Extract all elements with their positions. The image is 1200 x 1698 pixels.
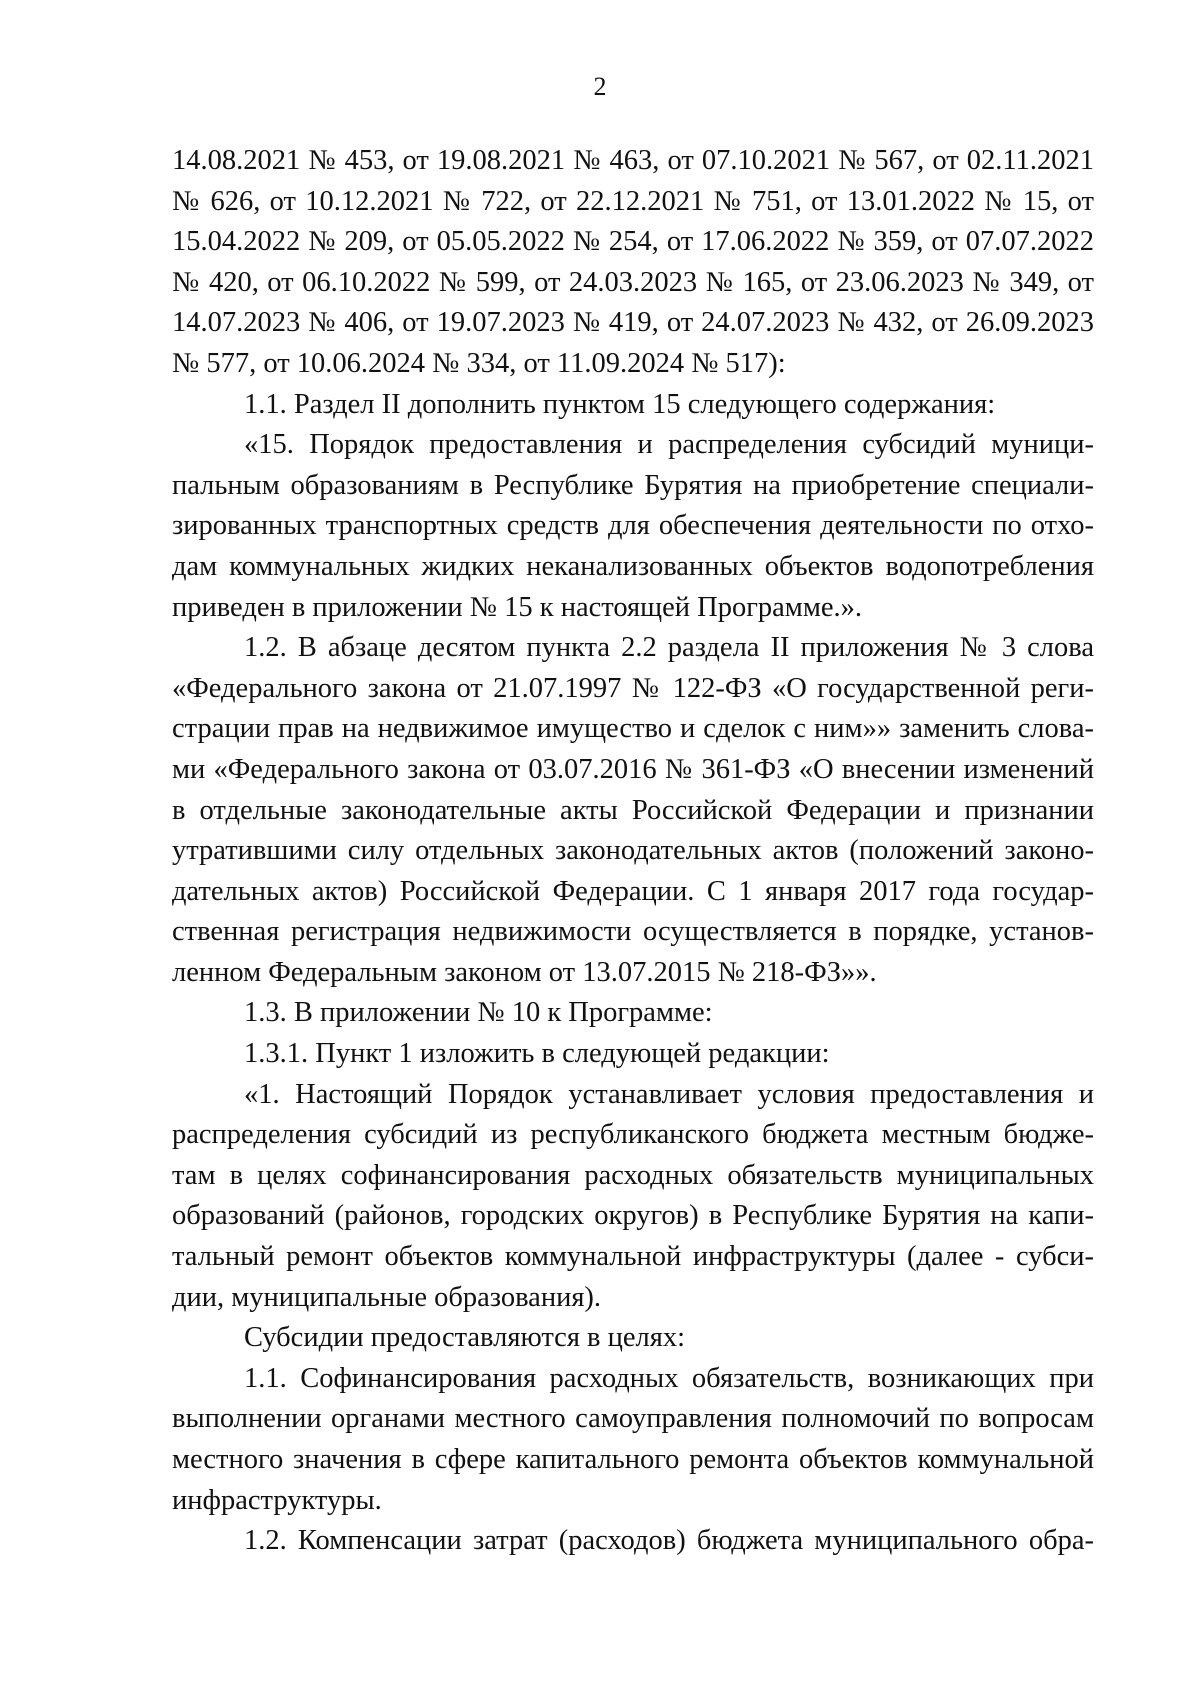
text-line: зированных транспортных средств для обеспечения деятельности по отхо- xyxy=(172,510,1094,542)
document-body xyxy=(172,141,1094,1562)
text-line: 14.07.2023 № 406, от 19.07.2023 № 419, от 24.07.2023 № 432, от 26.09.2023 xyxy=(172,307,1094,339)
text-line: дам коммунальных жидких неканализованных объектов водопотребления xyxy=(172,550,1094,582)
text-line: 1.1. Раздел II дополнить пунктом 15 следующего содержания: xyxy=(244,388,996,420)
text-line: № 577, от 10.06.2024 № 334, от 11.09.2024 № 517): xyxy=(172,347,786,379)
text-line: 1.3.1. Пункт 1 изложить в следующей редакции: xyxy=(244,1038,830,1070)
text-line: выполнении органами местного самоуправления полномочий по вопросам xyxy=(172,1403,1094,1435)
text-line: Субсидии предоставляются в целях: xyxy=(244,1322,686,1354)
text-line: дательных актов) Российской Федерации. С 1 января 2017 года государ- xyxy=(172,875,1094,907)
text-line: дии, муниципальные образования). xyxy=(172,1281,602,1313)
text-line: № 420, от 06.10.2022 № 599, от 24.03.2023 № 165, от 23.06.2023 № 349, от xyxy=(172,266,1094,298)
text-line: ленном Федеральным законом от 13.07.2015 № 218-ФЗ»». xyxy=(172,956,877,988)
text-line: 1.2. Компенсации затрат (расходов) бюджета муниципального обра- xyxy=(244,1525,1094,1557)
text-line: в отдельные законодательные акты Российской Федерации и признании xyxy=(172,794,1094,826)
text-line: 1.3. В приложении № 10 к Программе: xyxy=(244,997,713,1029)
text-line: тальный ремонт объектов коммунальной инфраструктуры (далее - субси- xyxy=(172,1241,1094,1273)
text-line: утратившими силу отдельных законодательных актов (положений законо- xyxy=(172,835,1094,867)
text-line: 1.1. Софинансирования расходных обязательств, возникающих при xyxy=(244,1362,1094,1394)
text-line: «15. Порядок предоставления и распределения субсидий муници- xyxy=(244,429,1094,461)
text-line: «Федерального закона от 21.07.1997 № 122-ФЗ «О государственной реги- xyxy=(172,672,1094,704)
text-line: приведен в приложении № 15 к настоящей Программе.». xyxy=(172,591,863,623)
text-line: 14.08.2021 № 453, от 19.08.2021 № 463, от 07.10.2021 № 567, от 02.11.2021 xyxy=(172,145,1094,176)
text-line: распределения субсидий из республиканского бюджета местным бюдже- xyxy=(172,1119,1094,1151)
text-line: инфраструктуры. xyxy=(172,1484,382,1516)
text-line: там в целях софинансирования расходных обязательств муниципальных xyxy=(172,1159,1094,1191)
text-line: № 626, от 10.12.2021 № 722, от 22.12.2021 № 751, от 13.01.2022 № 15, от xyxy=(172,185,1094,217)
text-line: ственная регистрация недвижимости осуществляется в порядке, установ- xyxy=(172,916,1094,948)
text-line: страции прав на недвижимое имущество и сделок с ним»» заменить слова- xyxy=(172,713,1094,745)
text-line: 1.2. В абзаце десятом пункта 2.2 раздела II приложения № 3 слова xyxy=(244,632,1094,664)
text-line: «1. Настоящий Порядок устанавливает условия предоставления и xyxy=(244,1078,1094,1110)
text-line: ми «Федерального закона от 03.07.2016 № 361-ФЗ «О внесении изменений xyxy=(172,753,1094,785)
text-line: образований (районов, городских округов) в Республике Бурятия на капи- xyxy=(172,1200,1094,1232)
text-line: пальным образованиям в Республике Бурятия на приобретение специали- xyxy=(172,469,1094,501)
text-line: местного значения в сфере капитального ремонта объектов коммунальной xyxy=(172,1444,1094,1475)
text-line: 15.04.2022 № 209, от 05.05.2022 № 254, от 17.06.2022 № 359, от 07.07.2022 xyxy=(172,226,1094,258)
page-number: 2 xyxy=(593,72,607,101)
